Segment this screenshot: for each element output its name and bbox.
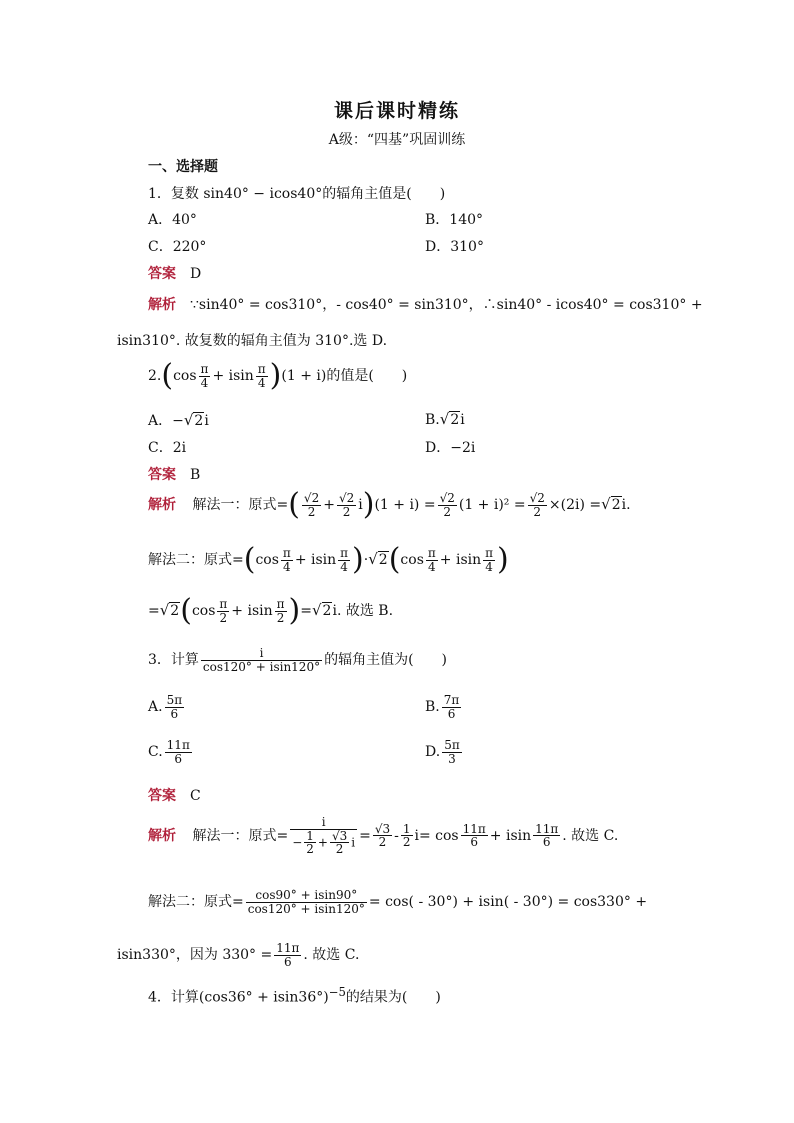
page-title: 课后课时精练: [333, 100, 460, 122]
eleven-pi-over-6: [533, 823, 560, 849]
radicand: 2: [170, 603, 180, 619]
q3-answer: [148, 785, 201, 805]
radicand: 3: [382, 821, 391, 836]
q3-option-d: [425, 739, 464, 765]
frac-num: π: [276, 596, 285, 611]
dash: -: [394, 827, 399, 844]
analysis-label: 解析: [148, 497, 176, 513]
sqrt2-over-2: $\frac{√2}{2}$: [529, 490, 545, 519]
m1-eq: = cos: [418, 827, 459, 844]
opt-tail: i: [460, 412, 465, 428]
sqrt: √2: [439, 410, 460, 428]
sqrt2-over-2: $\frac{√2}{2}$: [303, 490, 320, 519]
m1-tail2: (1 + i)² =: [458, 497, 526, 513]
q3-stem-text: 3．计算: [148, 652, 199, 669]
answer-label: 答案: [148, 788, 176, 804]
pi-over-4: [281, 547, 293, 573]
radicand: 2: [322, 603, 332, 619]
pi-over-4: [483, 547, 495, 573]
method1-label: 解法一：: [192, 497, 249, 513]
frac-den: − $\frac{1}{2}$ + $\frac{√3}{2}$ i: [292, 828, 356, 857]
pi-over-2: [275, 598, 287, 624]
plus: +: [317, 835, 328, 850]
frac-den: 6: [283, 954, 292, 969]
frac-num: 11π: [166, 738, 190, 752]
q1-answer-value: D: [190, 266, 202, 282]
frac-num: π: [485, 545, 494, 560]
frac-den: 2: [402, 835, 411, 850]
m3-end: i. 故选 B.: [332, 603, 394, 619]
opt-prefix: D.: [425, 744, 441, 761]
isin-text: + isin: [294, 552, 337, 568]
i: i: [414, 827, 419, 844]
q2-stem-tail: (1 + i)的值是( ): [281, 368, 408, 384]
frac-den: 6: [542, 835, 551, 850]
analysis-label: 解析: [148, 297, 176, 313]
isin-text: + isin: [231, 603, 273, 619]
cos-text: cos: [400, 552, 424, 568]
eq: =: [276, 827, 289, 844]
eleven-pi-over-6: [274, 942, 301, 968]
pi-over-4: [426, 547, 438, 573]
frac-den: 2: [307, 504, 316, 519]
opt-fraction: [442, 694, 462, 720]
opt-tail: i: [204, 413, 209, 429]
sqrt: √2: [183, 411, 204, 429]
q3-m2-fraction: [246, 889, 367, 915]
answer-label: 答案: [148, 266, 176, 282]
radicand: 2: [346, 490, 355, 505]
q3-method2-line2: [117, 942, 359, 968]
frac-den: 2: [219, 610, 228, 625]
q1-option-a: A．40°: [148, 212, 197, 228]
page-subtitle: A级：“四基”巩固训练: [328, 132, 466, 148]
frac-num: π: [427, 545, 436, 560]
eq: =: [148, 603, 160, 619]
i: i: [358, 497, 363, 513]
q3-option-c: [148, 739, 194, 765]
q2-option-a: [148, 410, 209, 430]
frac-num: 5π: [444, 738, 460, 752]
q1-option-d: D．310°: [425, 239, 484, 255]
q1-analysis-line1: [148, 294, 703, 314]
frac-num: π: [340, 545, 349, 560]
pi-over-4: [338, 547, 350, 573]
pi-over-2: [217, 598, 229, 624]
frac-den: 4: [200, 375, 209, 390]
orig-label: 原式: [204, 894, 232, 911]
m1-plus: + isin: [489, 827, 532, 844]
eq: =: [232, 894, 244, 911]
frac-den: 2: [443, 504, 452, 519]
q3-method1: [148, 816, 618, 856]
q3-method2: [148, 889, 647, 915]
frac-den: 4: [283, 559, 291, 574]
isin-text: + isin: [439, 552, 482, 568]
plus: +: [323, 497, 335, 513]
radicand: 3: [339, 828, 348, 843]
frac-num: cos90° + isin90°: [246, 889, 367, 903]
frac-den: 3: [448, 751, 456, 766]
opt-fraction: [165, 739, 192, 765]
frac-den: 2: [335, 842, 344, 857]
q3-option-b: [425, 694, 463, 720]
i: i: [351, 835, 356, 850]
method2-label: 解法二：: [148, 894, 204, 911]
pi-over-4: [199, 363, 211, 389]
q2-stem: 2.(cos $\frac{\pi}{4}$ + isin $\frac{\pi}{4}$ )(1 + i)的值是( ): [148, 358, 408, 393]
q4-stem-b: 的结果为( ): [345, 989, 441, 1006]
frac-num: 5π: [166, 693, 183, 707]
frac-den: 2: [378, 835, 387, 850]
opt-prefix: A．−: [148, 413, 184, 429]
q2-method2-line2: =√2(cos $\frac{\pi}{2}$ + isin $\frac{\pi}{2}$ )=√2i. 故选 B.: [148, 593, 394, 628]
q1-analysis-text: ∵sin40° = cos310°，- cos40° = sin310°，∴sin40° - icos40° = cos310° +: [190, 297, 703, 313]
frac-num: 11π: [535, 821, 559, 836]
frac-den: 4: [485, 559, 493, 574]
q1-option-c: C．220°: [148, 239, 207, 255]
frac-num: 1: [402, 821, 411, 836]
frac-num: 11π: [462, 821, 486, 836]
sqrt: √2: [368, 550, 388, 568]
sqrt2-over-2: $\frac{√2}{2}$: [338, 490, 355, 519]
frac-den: cos120° + isin120°: [202, 659, 321, 674]
frac-den: 6: [174, 751, 183, 766]
one-half: [401, 823, 413, 849]
sqrt: √2: [159, 601, 180, 619]
q2-answer: [148, 464, 200, 484]
q2-option-c: C．2i: [148, 440, 187, 456]
q3-stem-tail: 的辐角主值为( ): [324, 652, 448, 669]
radicand: 2: [537, 490, 545, 505]
sqrt2-over-2: $\frac{√2}{2}$: [439, 490, 455, 519]
q3-option-a: [148, 694, 186, 720]
eq: =: [276, 497, 289, 513]
frac-den: 2: [533, 504, 542, 519]
frac-num: i: [290, 816, 357, 830]
q2-answer-value: B: [190, 467, 201, 483]
opt-prefix: A.: [148, 699, 163, 716]
method2-label: 解法二：: [148, 552, 204, 568]
q3-stem: [148, 647, 447, 673]
cos-text: cos: [173, 368, 197, 384]
eq: =: [300, 603, 312, 619]
frac-den: 4: [257, 375, 266, 390]
cos-text: cos: [255, 552, 279, 568]
radicand: 2: [378, 552, 388, 568]
frac-num: 7π: [443, 693, 460, 707]
sqrt3-over-2: $\frac{√3}{2}$: [374, 821, 391, 850]
q3-fraction: [201, 647, 322, 673]
frac-num: π: [282, 545, 291, 560]
q2-method2: 解法二：原式=(cos $\frac{\pi}{4}$ + isin $\frac{\pi}{4}$ )·√2(cos $\frac{\pi}{4}$ + isin $\frac{\pi}{4}$ ): [148, 542, 509, 577]
m1-end: . 故选 C.: [562, 827, 619, 844]
opt-prefix: B.: [425, 412, 440, 428]
q4-stem-a: 4．计算(cos36° + isin36°): [148, 989, 329, 1006]
frac-num: π: [257, 361, 266, 376]
q2-option-d: D．−2i: [425, 440, 476, 456]
eq: =: [359, 827, 371, 844]
m1-end: i.: [621, 497, 631, 513]
opt-prefix: C.: [148, 744, 163, 761]
q2-method1: 解析 解法一：原式=( $\frac{√2}{2}$ + $\frac{√2}{2}$ i)(1 + i) = $\frac{√2}{2}$ (1 + i)² = $\frac{√2}{2}$ ×(2i) =√2i.: [148, 487, 631, 522]
opt-prefix: B.: [425, 699, 440, 716]
frac-den: cos120° + isin120°: [247, 901, 365, 916]
radicand: 2: [611, 497, 621, 513]
isin-text: + isin: [212, 368, 254, 384]
frac-num: 1: [306, 828, 314, 843]
sqrt: √2: [311, 601, 332, 619]
method1-label: 解法一：: [192, 827, 249, 844]
orig-label: 原式: [248, 827, 277, 844]
eleven-pi-over-6: [461, 823, 488, 849]
frac-den: 4: [428, 559, 436, 574]
q1-option-b: B．140°: [425, 212, 484, 228]
pi-over-4: [256, 363, 268, 389]
q4-exponent: −5: [328, 985, 346, 999]
q2-number: 2.: [148, 368, 162, 384]
orig-label: 原式: [204, 552, 232, 568]
answer-label: 答案: [148, 467, 176, 483]
radicand: 2: [194, 413, 204, 429]
radicand: 2: [450, 412, 460, 428]
frac-num: i: [201, 647, 322, 661]
q3-m1-fraction: [290, 816, 357, 856]
q3-answer-value: C: [190, 788, 201, 804]
dot: ·: [363, 552, 369, 568]
eq: =: [232, 552, 244, 568]
m2-tail: = cos( - 30°) + isin( - 30°) = cos330° +: [368, 894, 648, 911]
frac-den: 2: [306, 842, 314, 857]
frac-den: 4: [340, 559, 348, 574]
orig-label: 原式: [248, 497, 277, 513]
q4-stem: [148, 985, 441, 1007]
frac-num: 11π: [276, 941, 300, 955]
analysis-label: 解析: [148, 827, 176, 844]
opt-fraction: [165, 694, 185, 720]
sqrt: √2: [601, 495, 621, 513]
frac-num: π: [219, 596, 228, 611]
section-heading: 一、选择题: [148, 159, 218, 175]
q1-answer: [148, 263, 201, 283]
q2-option-b: [425, 410, 465, 428]
minus: −: [292, 835, 303, 850]
frac-den: 2: [276, 610, 285, 625]
q1-stem: 1．复数 sin40° − icos40°的辐角主值是( ): [148, 186, 446, 202]
m2-line2b: . 故选 C.: [303, 947, 360, 964]
cos-text: cos: [191, 603, 216, 619]
m1-tail3: ×(2i) =: [548, 497, 602, 513]
q1-analysis-line2: isin310°. 故复数的辐角主值为 310°.选 D.: [117, 333, 388, 349]
frac-den: 6: [470, 835, 479, 850]
radicand: 2: [447, 490, 455, 505]
opt-fraction: [442, 739, 462, 765]
frac-den: 6: [170, 706, 179, 721]
m1-tail: (1 + i) =: [374, 497, 436, 513]
frac-num: π: [200, 361, 209, 376]
radicand: 2: [311, 490, 320, 505]
frac-den: 6: [447, 706, 456, 721]
frac-den: 2: [342, 504, 351, 519]
m2-line2a: isin330°，因为 330° =: [117, 947, 273, 964]
